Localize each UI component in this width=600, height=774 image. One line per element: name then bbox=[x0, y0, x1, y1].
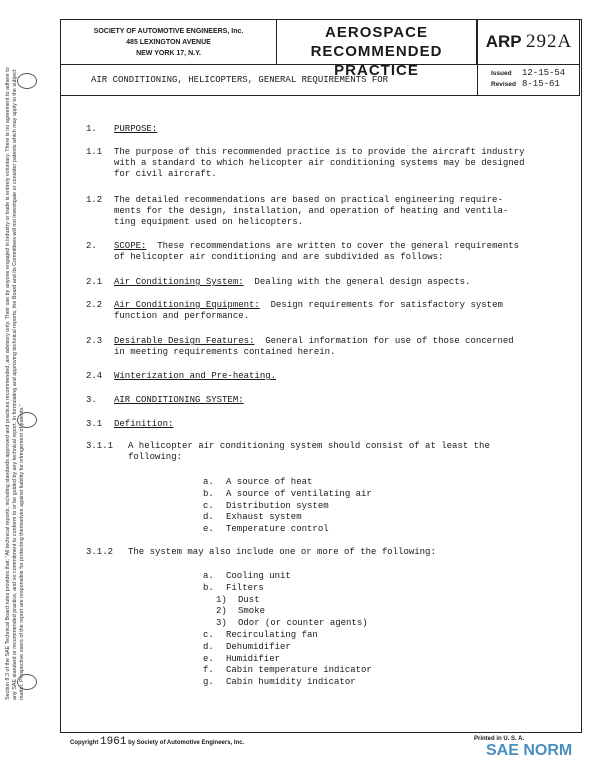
section-number: 2.3 bbox=[86, 336, 103, 346]
list-item: Cabin temperature indicator bbox=[226, 665, 372, 676]
section-heading: SCOPE: bbox=[114, 241, 147, 251]
issued-label: Issued bbox=[491, 70, 512, 77]
section-text bbox=[114, 336, 514, 358]
society-block bbox=[61, 20, 277, 64]
list-marker: b. bbox=[203, 582, 214, 593]
list-item: Cabin humidity indicator bbox=[226, 677, 356, 688]
section-body: A helicopter air conditioning system should consist of at least the following: bbox=[128, 441, 490, 462]
revised-label: Revised bbox=[491, 81, 516, 88]
section-heading: Definition: bbox=[114, 419, 174, 429]
list-marker: 3) bbox=[216, 618, 227, 629]
section-text bbox=[114, 124, 157, 135]
society-address: 485 LEXINGTON AVENUE bbox=[126, 39, 211, 46]
title-line2: RECOMMENDED PRACTICE bbox=[310, 43, 443, 79]
list-item: Humidifier bbox=[226, 653, 281, 664]
society-city: NEW YORK 17, N.Y. bbox=[136, 50, 201, 57]
section-text bbox=[114, 300, 503, 322]
section-text bbox=[114, 241, 519, 263]
list-marker: d. bbox=[203, 641, 214, 652]
issued-date: 12-15-54 bbox=[522, 68, 566, 78]
arp-prefix: ARP bbox=[485, 32, 522, 51]
section-text bbox=[114, 371, 276, 382]
section-text bbox=[128, 441, 490, 463]
section-body: General information for use of those concerned in meeting requirements contained herein. bbox=[114, 336, 514, 357]
list-item: Filters bbox=[226, 582, 264, 593]
section-number: 2. bbox=[86, 241, 97, 251]
list-marker: c. bbox=[203, 630, 214, 640]
section-heading: Air Conditioning Equipment: bbox=[114, 300, 260, 310]
list-item: Distribution system bbox=[226, 500, 329, 511]
punch-hole bbox=[17, 73, 37, 89]
section-number: 3.1 bbox=[86, 419, 103, 429]
list-marker: 1) bbox=[216, 594, 227, 605]
section-number: 3.1.1 bbox=[86, 441, 114, 451]
sae-norm-logo bbox=[486, 742, 572, 760]
section-text bbox=[114, 195, 508, 228]
section-number: 2.2 bbox=[86, 300, 103, 310]
arp-value: 292A bbox=[526, 31, 573, 52]
copyright bbox=[70, 736, 244, 748]
section-number: 1.1 bbox=[86, 147, 103, 157]
list-item: Smoke bbox=[238, 606, 266, 617]
list-item: Temperature control bbox=[226, 524, 329, 535]
subject-row bbox=[60, 64, 580, 96]
side-legal-note: Section 8.3 of the SAE Technical Board rules provides that: "All technical reports, including standards approved and practices recommended, are advisory only. Their use by anyone engaged in industry or trade is entirely voluntary. There is no agreement to adhere to any SAE standard or recommended practice, and no commitment to conform to or be guided by any technical report. In formulating and approving technical reports, the Board and its Committees will not investigate or consider patents which may apply to the subject matter. Prospective users of the report are responsible for protecting themselves against liability for infringement of patents." bbox=[5, 67, 25, 700]
section-number: 3. bbox=[86, 395, 97, 405]
section-text bbox=[114, 147, 524, 180]
copyright-year: 1961 bbox=[100, 736, 127, 748]
list-marker: f. bbox=[203, 665, 214, 676]
section-heading: AIR CONDITIONING SYSTEM: bbox=[114, 395, 244, 405]
section-text bbox=[128, 547, 436, 558]
section-number: 3.1.2 bbox=[86, 547, 114, 557]
printed-in: Printed in U. S. A. bbox=[474, 736, 525, 742]
section-heading: Winterization and Pre-heating. bbox=[114, 371, 277, 381]
list-marker: c. bbox=[203, 500, 214, 511]
list-marker: a. bbox=[203, 477, 214, 487]
list-item: Odor (or counter agents) bbox=[238, 618, 368, 629]
list-marker: d. bbox=[203, 512, 214, 523]
list-marker: b. bbox=[203, 488, 214, 499]
section-body: Dealing with the general design aspects. bbox=[243, 277, 471, 287]
punch-hole bbox=[17, 412, 37, 428]
copyright-by: by Society of Automotive Engineers, Inc. bbox=[128, 740, 245, 746]
section-number: 2.4 bbox=[86, 371, 103, 381]
list-item: A source of ventilating air bbox=[226, 488, 372, 499]
section-body: The purpose of this recommended practice is to provide the aircraft industry with a standard to which helicopter air conditioning systems may be designed for civil aircraft. bbox=[114, 147, 525, 179]
section-text bbox=[114, 419, 173, 430]
list-marker: 2) bbox=[216, 606, 227, 617]
list-item: A source of heat bbox=[226, 477, 313, 487]
copyright-label: Copyright bbox=[70, 740, 99, 746]
section-text bbox=[114, 277, 470, 288]
punch-hole bbox=[17, 674, 37, 690]
dates-block bbox=[479, 68, 579, 90]
society-name: SOCIETY OF AUTOMOTIVE ENGINEERS, Inc. bbox=[93, 28, 244, 35]
list-item: Dust bbox=[238, 594, 260, 605]
list-marker: g. bbox=[203, 677, 214, 688]
section-body: The system may also include one or more of the following: bbox=[128, 547, 436, 557]
list-item: Recirculating fan bbox=[226, 630, 318, 640]
list-item: Dehumidifier bbox=[226, 641, 291, 652]
section-number: 2.1 bbox=[86, 277, 103, 287]
section-number: 1.2 bbox=[86, 195, 103, 205]
list-item: Exhaust system bbox=[226, 512, 302, 523]
document-type bbox=[277, 20, 478, 79]
logo-text: SAE NORM bbox=[486, 742, 573, 759]
list-marker: e. bbox=[203, 653, 214, 664]
section-heading: Desirable Design Features: bbox=[114, 336, 255, 346]
section-body: The detailed recommendations are based on practical engineering require- ments for the design, installation, and operation of heating and ventila- ting equipment used on helicopters. bbox=[114, 195, 509, 227]
section-number: 1. bbox=[86, 124, 97, 134]
section-body: Design requirements for satisfactory system function and performance. bbox=[114, 300, 503, 321]
list-marker: e. bbox=[203, 524, 214, 535]
section-heading: Air Conditioning System: bbox=[114, 277, 244, 287]
list-marker: a. bbox=[203, 571, 214, 581]
section-heading: PURPOSE: bbox=[114, 124, 158, 134]
title-line1: AEROSPACE bbox=[325, 24, 428, 41]
section-text bbox=[114, 395, 244, 406]
section-body: These recommendations are written to cover the general requirements of helicopter air conditioning and are subdivided as follows: bbox=[114, 241, 520, 262]
document-subject: AIR CONDITIONING, HELICOPTERS, GENERAL REQUIREMENTS FOR bbox=[61, 65, 478, 95]
list-item: Cooling unit bbox=[226, 571, 291, 581]
arp-number bbox=[479, 20, 579, 64]
revised-date: 8-15-61 bbox=[522, 79, 560, 89]
